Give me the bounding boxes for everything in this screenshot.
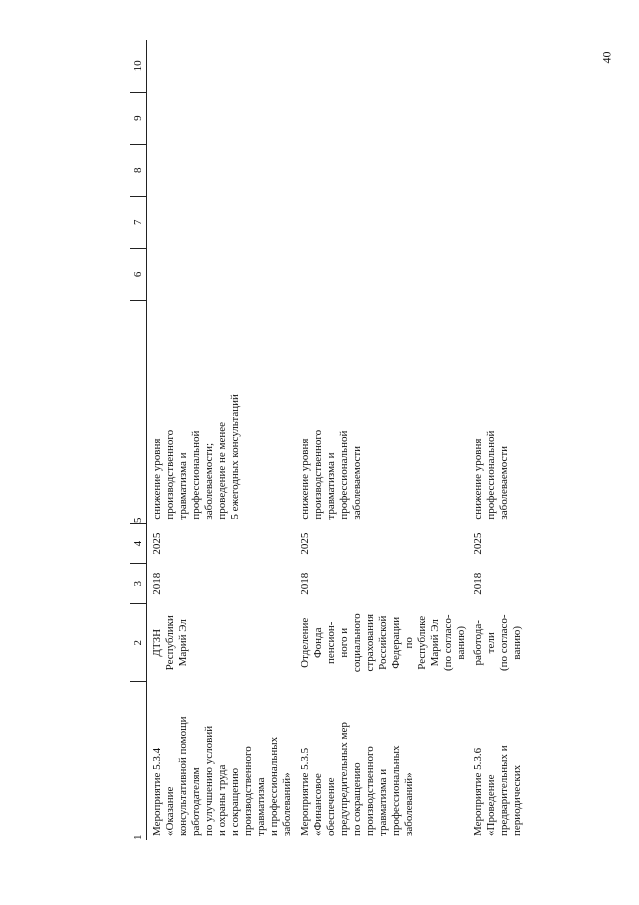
result-cell (468, 300, 588, 523)
event-cell-line: по улучшению условий (203, 725, 215, 836)
event-cell-line: «Оказание (164, 786, 176, 836)
event-cell-line: Мероприятие 5.3.6 (471, 747, 484, 836)
col-header-9: 9 (130, 92, 147, 144)
event-cell-line: консультативной помощи (177, 716, 189, 836)
end-year-cell: 2025 (471, 532, 484, 555)
executor-cell-line: (по согласо- (497, 614, 510, 672)
empty-cell (147, 196, 295, 248)
executor-cell (147, 604, 295, 682)
executor-cell-line: Отделение (298, 617, 311, 668)
result-cell-line: снижение уровня (471, 438, 484, 520)
event-cell-line: травматизма и (376, 768, 389, 836)
event-cell (468, 682, 588, 840)
result-cell (295, 300, 468, 523)
event-cell-line: профессиональных (389, 745, 402, 836)
result-cell-line: проведение не менее (216, 421, 228, 520)
executor-cell-line: социального (350, 613, 363, 673)
table-row (147, 40, 295, 840)
event-cell (147, 682, 295, 840)
result-cell-line: травматизма и (324, 452, 337, 520)
event-cell-line: и сокращению (229, 767, 241, 836)
empty-cell (295, 248, 468, 300)
empty-cell (295, 92, 468, 144)
empty-cell (147, 248, 295, 300)
event-cell-line: и охраны труда (216, 764, 228, 836)
executor-cell-line: Марий Эл (428, 619, 441, 667)
executor-cell-line: страхования (363, 613, 376, 672)
table-row (468, 40, 588, 840)
column-number-row (130, 40, 147, 840)
col-header-5: 5 (130, 300, 147, 523)
col-header-7: 7 (130, 196, 147, 248)
start-year-cell: 2018 (298, 572, 311, 595)
event-cell-line: периодических (510, 764, 523, 836)
executor-cell-line: Республики (164, 615, 176, 671)
start-year-cell: 2018 (471, 572, 484, 595)
empty-cell (468, 248, 588, 300)
empty-cell (468, 40, 588, 92)
event-cell-line: «Финансовое (311, 773, 324, 836)
executor-cell-line: Российской (376, 615, 389, 670)
executor-cell-line: Федерации (389, 616, 402, 669)
executor-cell-line: по (402, 637, 415, 649)
executor-cell-line: ванию) (510, 625, 523, 660)
result-cell-line: заболеваемости (497, 445, 510, 520)
executor-cell-line: ДТЗН (151, 628, 163, 657)
event-cell-line: Мероприятие 5.3.4 (151, 747, 163, 836)
empty-cell (147, 144, 295, 196)
executor-cell-line: Фонда (311, 627, 324, 659)
empty-cell (295, 40, 468, 92)
col-header-1: 1 (130, 682, 147, 840)
col-header-10: 10 (130, 40, 147, 92)
executor-cell-line: ного и (337, 627, 350, 658)
start-year-cell: 2018 (151, 572, 163, 595)
executor-cell-line: Республике (415, 615, 428, 670)
result-cell-line: производственного (164, 429, 176, 520)
empty-cell (147, 92, 295, 144)
result-cell-line: профессиональной (337, 430, 350, 520)
event-cell-line: производственного (242, 746, 254, 836)
result-cell-line: производственного (311, 429, 324, 520)
event-cell-line: травматизма (255, 777, 267, 836)
empty-cell (295, 144, 468, 196)
executor-cell-line: тели (484, 632, 497, 654)
rotated-table-container (130, 40, 610, 840)
executor-cell-line: Марий Эл (177, 619, 189, 667)
executor-cell-line: (по согласо- (441, 614, 454, 672)
executor-cell (295, 604, 468, 682)
result-cell-line: снижение уровня (298, 438, 311, 520)
empty-cell (468, 92, 588, 144)
event-cell-line: заболеваний» (402, 772, 415, 836)
event-cell-line: предварительных и (497, 745, 510, 836)
table-row (295, 40, 468, 840)
event-cell-line: Мероприятие 5.3.5 (298, 747, 311, 836)
event-cell-line: обеспечение (324, 777, 337, 836)
result-cell-line: заболеваемости; (203, 442, 215, 520)
event-cell (295, 682, 468, 840)
event-cell-line: и профессиональных (268, 736, 280, 836)
event-cell-line: по сокращению (350, 762, 363, 836)
empty-cell (295, 196, 468, 248)
col-header-6: 6 (130, 248, 147, 300)
result-cell-line: профессиональной (484, 430, 497, 520)
page-number: 40 (599, 51, 614, 64)
result-cell-line: профессиональной (190, 430, 202, 520)
col-header-3: 3 (130, 564, 147, 604)
event-cell-line: производственного (363, 746, 376, 836)
end-year-cell: 2025 (298, 532, 311, 555)
result-cell (147, 300, 295, 523)
result-cell-line: снижение уровня (151, 438, 163, 520)
executor-cell (468, 604, 588, 682)
event-cell-line: работодателям (190, 767, 202, 836)
result-cell-line: заболеваемости (350, 445, 363, 520)
executor-cell-line: ванию) (454, 625, 467, 660)
event-cell-line: предупредительных мер (337, 722, 350, 836)
col-header-2: 2 (130, 604, 147, 682)
result-cell-line: 5 ежегодных консультаций (229, 394, 241, 520)
executor-cell-line: пенсион- (324, 621, 337, 665)
col-header-4: 4 (130, 524, 147, 564)
empty-cell (147, 40, 295, 92)
table-body (147, 40, 588, 840)
measures-table (130, 40, 588, 840)
empty-cell (468, 196, 588, 248)
event-cell-line: «Проведение (484, 774, 497, 836)
result-cell-line: травматизма и (177, 452, 189, 520)
col-header-8: 8 (130, 144, 147, 196)
executor-cell-line: работода- (471, 620, 484, 666)
event-cell-line: заболеваний» (281, 772, 293, 836)
end-year-cell: 2025 (151, 532, 163, 555)
empty-cell (468, 144, 588, 196)
